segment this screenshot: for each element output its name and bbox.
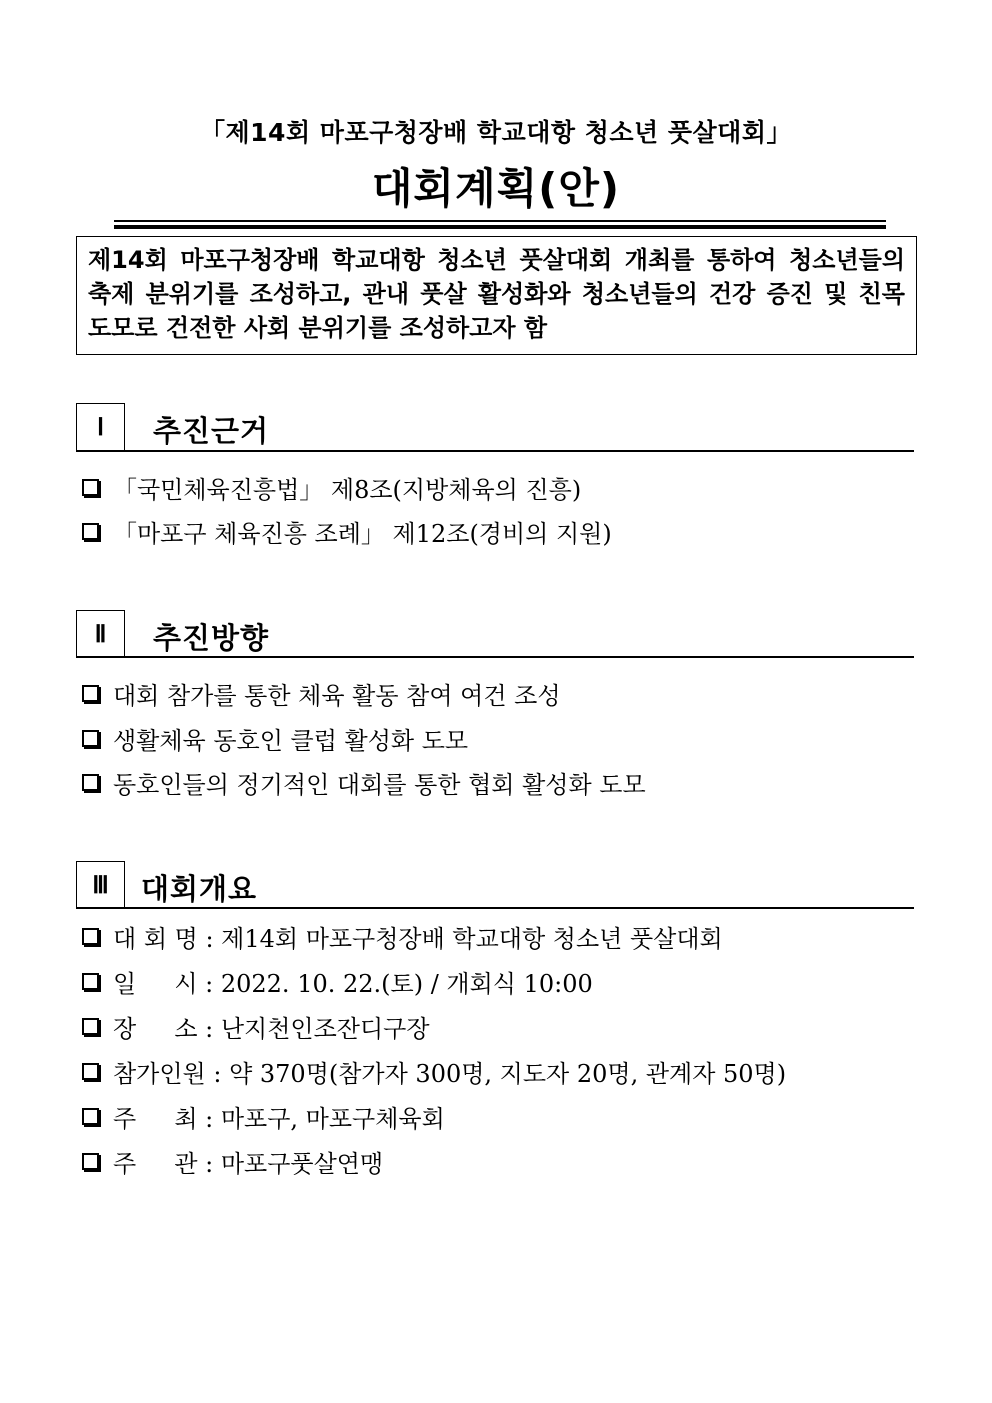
checkbox-icon [82,685,99,702]
checkbox-icon [82,973,99,990]
checkbox-icon [82,1063,99,1080]
checkbox-icon [82,1108,99,1125]
list-item-text: 대 회 명 : 제14회 마포구청장배 학교대항 청소년 풋살대회 [113,925,723,953]
section-2-underline [76,656,914,658]
list-item-text: 생활체육 동호인 클럽 활성화 도모 [113,727,469,755]
section-1-title: 추진근거 [153,414,270,448]
list-item [82,1099,445,1134]
checkbox-icon [82,730,99,747]
document-subtitle: 「제14회 마포구청장배 학교대항 청소년 풋살대회」 [200,118,792,147]
section-2-title: 추진방향 [153,621,270,655]
list-item [82,676,561,711]
checkbox-icon [82,523,99,540]
list-item-text: 주 관 : 마포구풋살연맹 [113,1150,384,1178]
purpose-box [76,236,917,355]
list-item [82,765,646,800]
section-1-number-box [76,403,125,451]
list-item-text: 주 최 : 마포구, 마포구체육회 [113,1105,445,1133]
list-item-text: 동호인들의 정기적인 대회를 통한 협회 활성화 도모 [113,771,646,799]
checkbox-icon [82,928,99,945]
list-item [82,721,468,756]
list-item [82,470,581,505]
list-item [82,919,723,954]
checkbox-icon [82,479,99,496]
title-divider-bottom [114,225,886,229]
list-item [82,1054,786,1089]
list-item [82,514,612,549]
list-item [82,964,593,999]
section-1-underline [76,450,914,452]
checkbox-icon [82,1153,99,1170]
section-2-number: Ⅱ [94,620,107,648]
list-item-text: 「국민체육진흥법」 제8조(지방체육의 진흥) [113,476,582,504]
list-item-text: 장 소 : 난지천인조잔디구장 [113,1015,430,1043]
title-divider-top [114,220,886,222]
section-3-title: 대회개요 [141,872,258,906]
section-3-underline [76,907,914,909]
list-item-text: 대회 참가를 통한 체육 활동 참여 여건 조성 [113,682,561,710]
list-item [82,1009,430,1044]
list-item [82,1144,383,1179]
section-1-number: Ⅰ [96,413,105,441]
document-title: 대회계획(안) [371,164,621,213]
section-3-number: Ⅲ [92,871,109,899]
list-item-text: 참가인원 : 약 370명(참가자 300명, 지도자 20명, 관계자 50명) [113,1060,787,1088]
purpose-text: 제14회 마포구청장배 학교대항 청소년 풋살대회 개최를 통하여 청소년들의 축제 분위기를 조성하고, 관내 풋살 활성화와 청소년들의 건강 증진 및 친목 도모로 건전한 사회 분위기를 조성하고자 함 [88,246,905,342]
section-3-number-box [76,861,125,909]
list-item-text: 일 시 : 2022. 10. 22.(토) / 개회식 10:00 [113,970,593,998]
list-item-text: 「마포구 체육진흥 조례」 제12조(경비의 지원) [113,520,612,548]
checkbox-icon [82,774,99,791]
checkbox-icon [82,1018,99,1035]
section-2-number-box [76,610,125,658]
